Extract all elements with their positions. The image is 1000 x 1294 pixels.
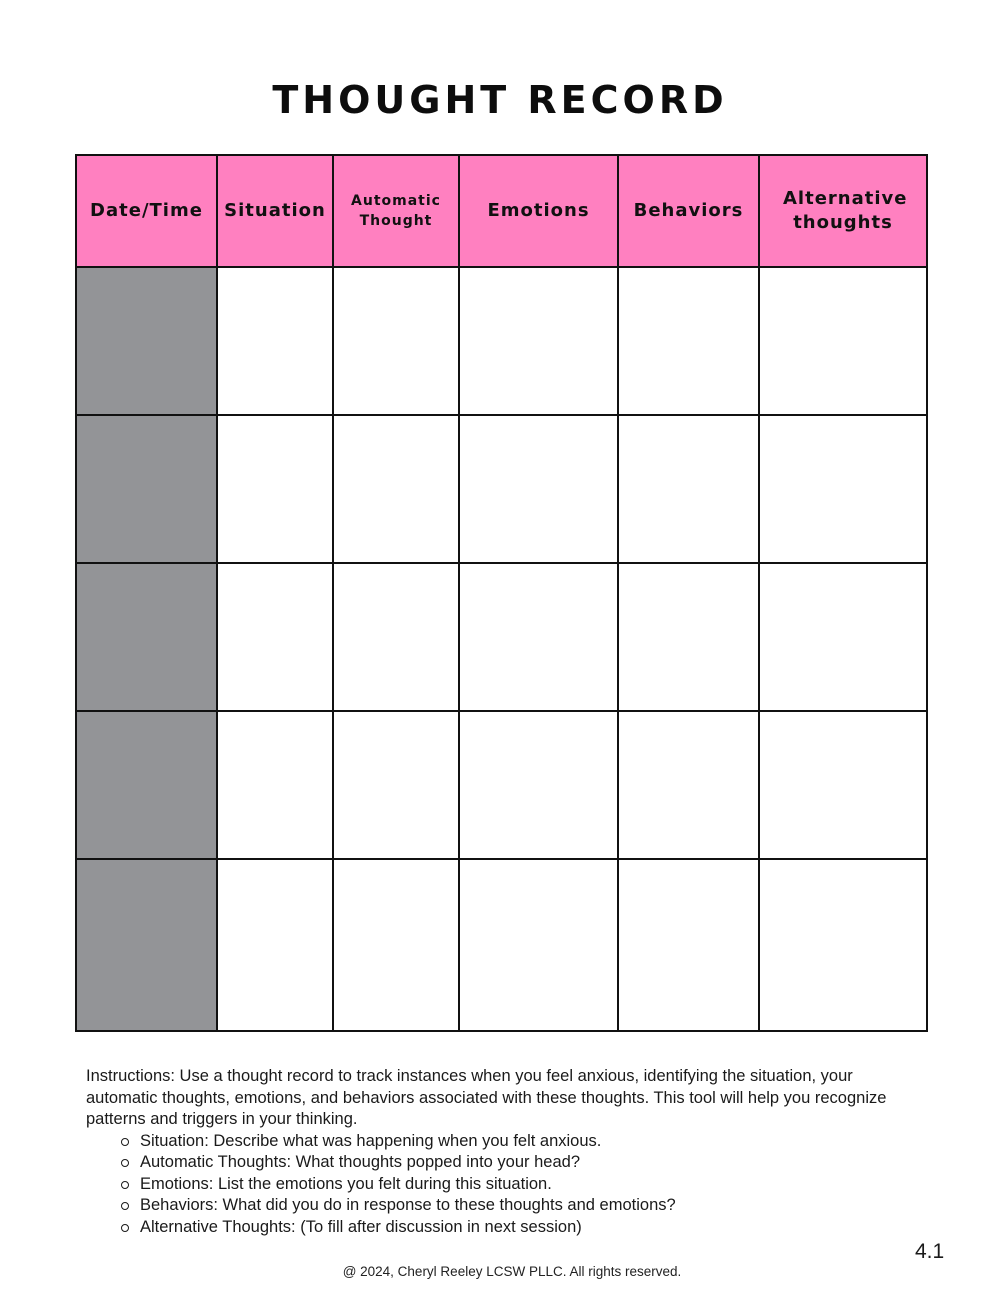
list-item <box>140 1174 926 1196</box>
header-date-time: Date/Time <box>76 155 217 267</box>
circle-bullet-icon <box>121 1224 129 1232</box>
date-time-cell[interactable] <box>76 859 217 1031</box>
alternative-thoughts-cell[interactable] <box>759 415 927 563</box>
emotions-cell[interactable] <box>459 267 618 415</box>
list-item <box>140 1195 926 1217</box>
page-number: 4.1 <box>915 1240 945 1263</box>
alternative-thoughts-cell[interactable] <box>759 563 927 711</box>
header-automatic-thought-label: Automatic Thought <box>351 193 441 229</box>
table-row <box>76 711 927 859</box>
situation-cell[interactable] <box>217 563 333 711</box>
circle-bullet-icon <box>121 1159 129 1167</box>
page-title: THOUGHT RECORD <box>272 78 728 122</box>
instructions-block <box>86 1066 926 1238</box>
alternative-thoughts-cell[interactable] <box>759 859 927 1031</box>
automatic-thought-cell[interactable] <box>333 267 459 415</box>
behaviors-cell[interactable] <box>618 267 759 415</box>
emotions-cell[interactable] <box>459 563 618 711</box>
behaviors-cell[interactable] <box>618 859 759 1031</box>
list-item-text: Emotions: List the emotions you felt during this situation. <box>140 1174 552 1193</box>
behaviors-cell[interactable] <box>618 415 759 563</box>
list-item-text: Situation: Describe what was happening when you felt anxious. <box>140 1131 602 1150</box>
automatic-thought-cell[interactable] <box>333 563 459 711</box>
alternative-thoughts-cell[interactable] <box>759 711 927 859</box>
behaviors-cell[interactable] <box>618 563 759 711</box>
table-row <box>76 859 927 1031</box>
emotions-cell[interactable] <box>459 711 618 859</box>
alternative-thoughts-cell[interactable] <box>759 267 927 415</box>
header-emotions: Emotions <box>459 155 618 267</box>
date-time-cell[interactable] <box>76 267 217 415</box>
list-item-text: Alternative Thoughts: (To fill after discussion in next session) <box>140 1217 582 1236</box>
header-row <box>76 155 927 267</box>
behaviors-cell[interactable] <box>618 711 759 859</box>
list-item-text: Automatic Thoughts: What thoughts popped into your head? <box>140 1153 580 1171</box>
circle-bullet-icon <box>121 1202 129 1210</box>
header-automatic-thought <box>333 155 459 267</box>
situation-cell[interactable] <box>217 267 333 415</box>
circle-bullet-icon <box>121 1181 129 1189</box>
instructions-intro: Instructions: Use a thought record to track instances when you feel anxious, identifying the situation, your automatic thoughts, emotions, and behaviors associated with these thoughts. This tool will help you recognize patterns and triggers in your thinking. <box>86 1067 887 1128</box>
list-item <box>140 1152 926 1174</box>
header-situation: Situation <box>217 155 333 267</box>
automatic-thought-cell[interactable] <box>333 711 459 859</box>
table-row <box>76 267 927 415</box>
thought-record-table <box>75 154 928 1032</box>
table-row <box>76 563 927 711</box>
date-time-cell[interactable] <box>76 415 217 563</box>
list-item <box>140 1131 926 1153</box>
situation-cell[interactable] <box>217 415 333 563</box>
header-behaviors: Behaviors <box>618 155 759 267</box>
emotions-cell[interactable] <box>459 415 618 563</box>
date-time-cell[interactable] <box>76 563 217 711</box>
situation-cell[interactable] <box>217 711 333 859</box>
instructions-list <box>86 1131 926 1239</box>
table-row <box>76 415 927 563</box>
automatic-thought-cell[interactable] <box>333 859 459 1031</box>
date-time-cell[interactable] <box>76 711 217 859</box>
header-alternative-thoughts <box>759 155 927 267</box>
header-alternative-thoughts-label: Alternative thoughts <box>783 188 908 233</box>
list-item <box>140 1217 926 1239</box>
emotions-cell[interactable] <box>459 859 618 1031</box>
circle-bullet-icon <box>121 1138 129 1146</box>
situation-cell[interactable] <box>217 859 333 1031</box>
copyright-footer: @ 2024, Cheryl Reeley LCSW PLLC. All rights reserved. <box>342 1264 682 1279</box>
list-item-text: Behaviors: What did you do in response to these thoughts and emotions? <box>140 1196 676 1214</box>
automatic-thought-cell[interactable] <box>333 415 459 563</box>
